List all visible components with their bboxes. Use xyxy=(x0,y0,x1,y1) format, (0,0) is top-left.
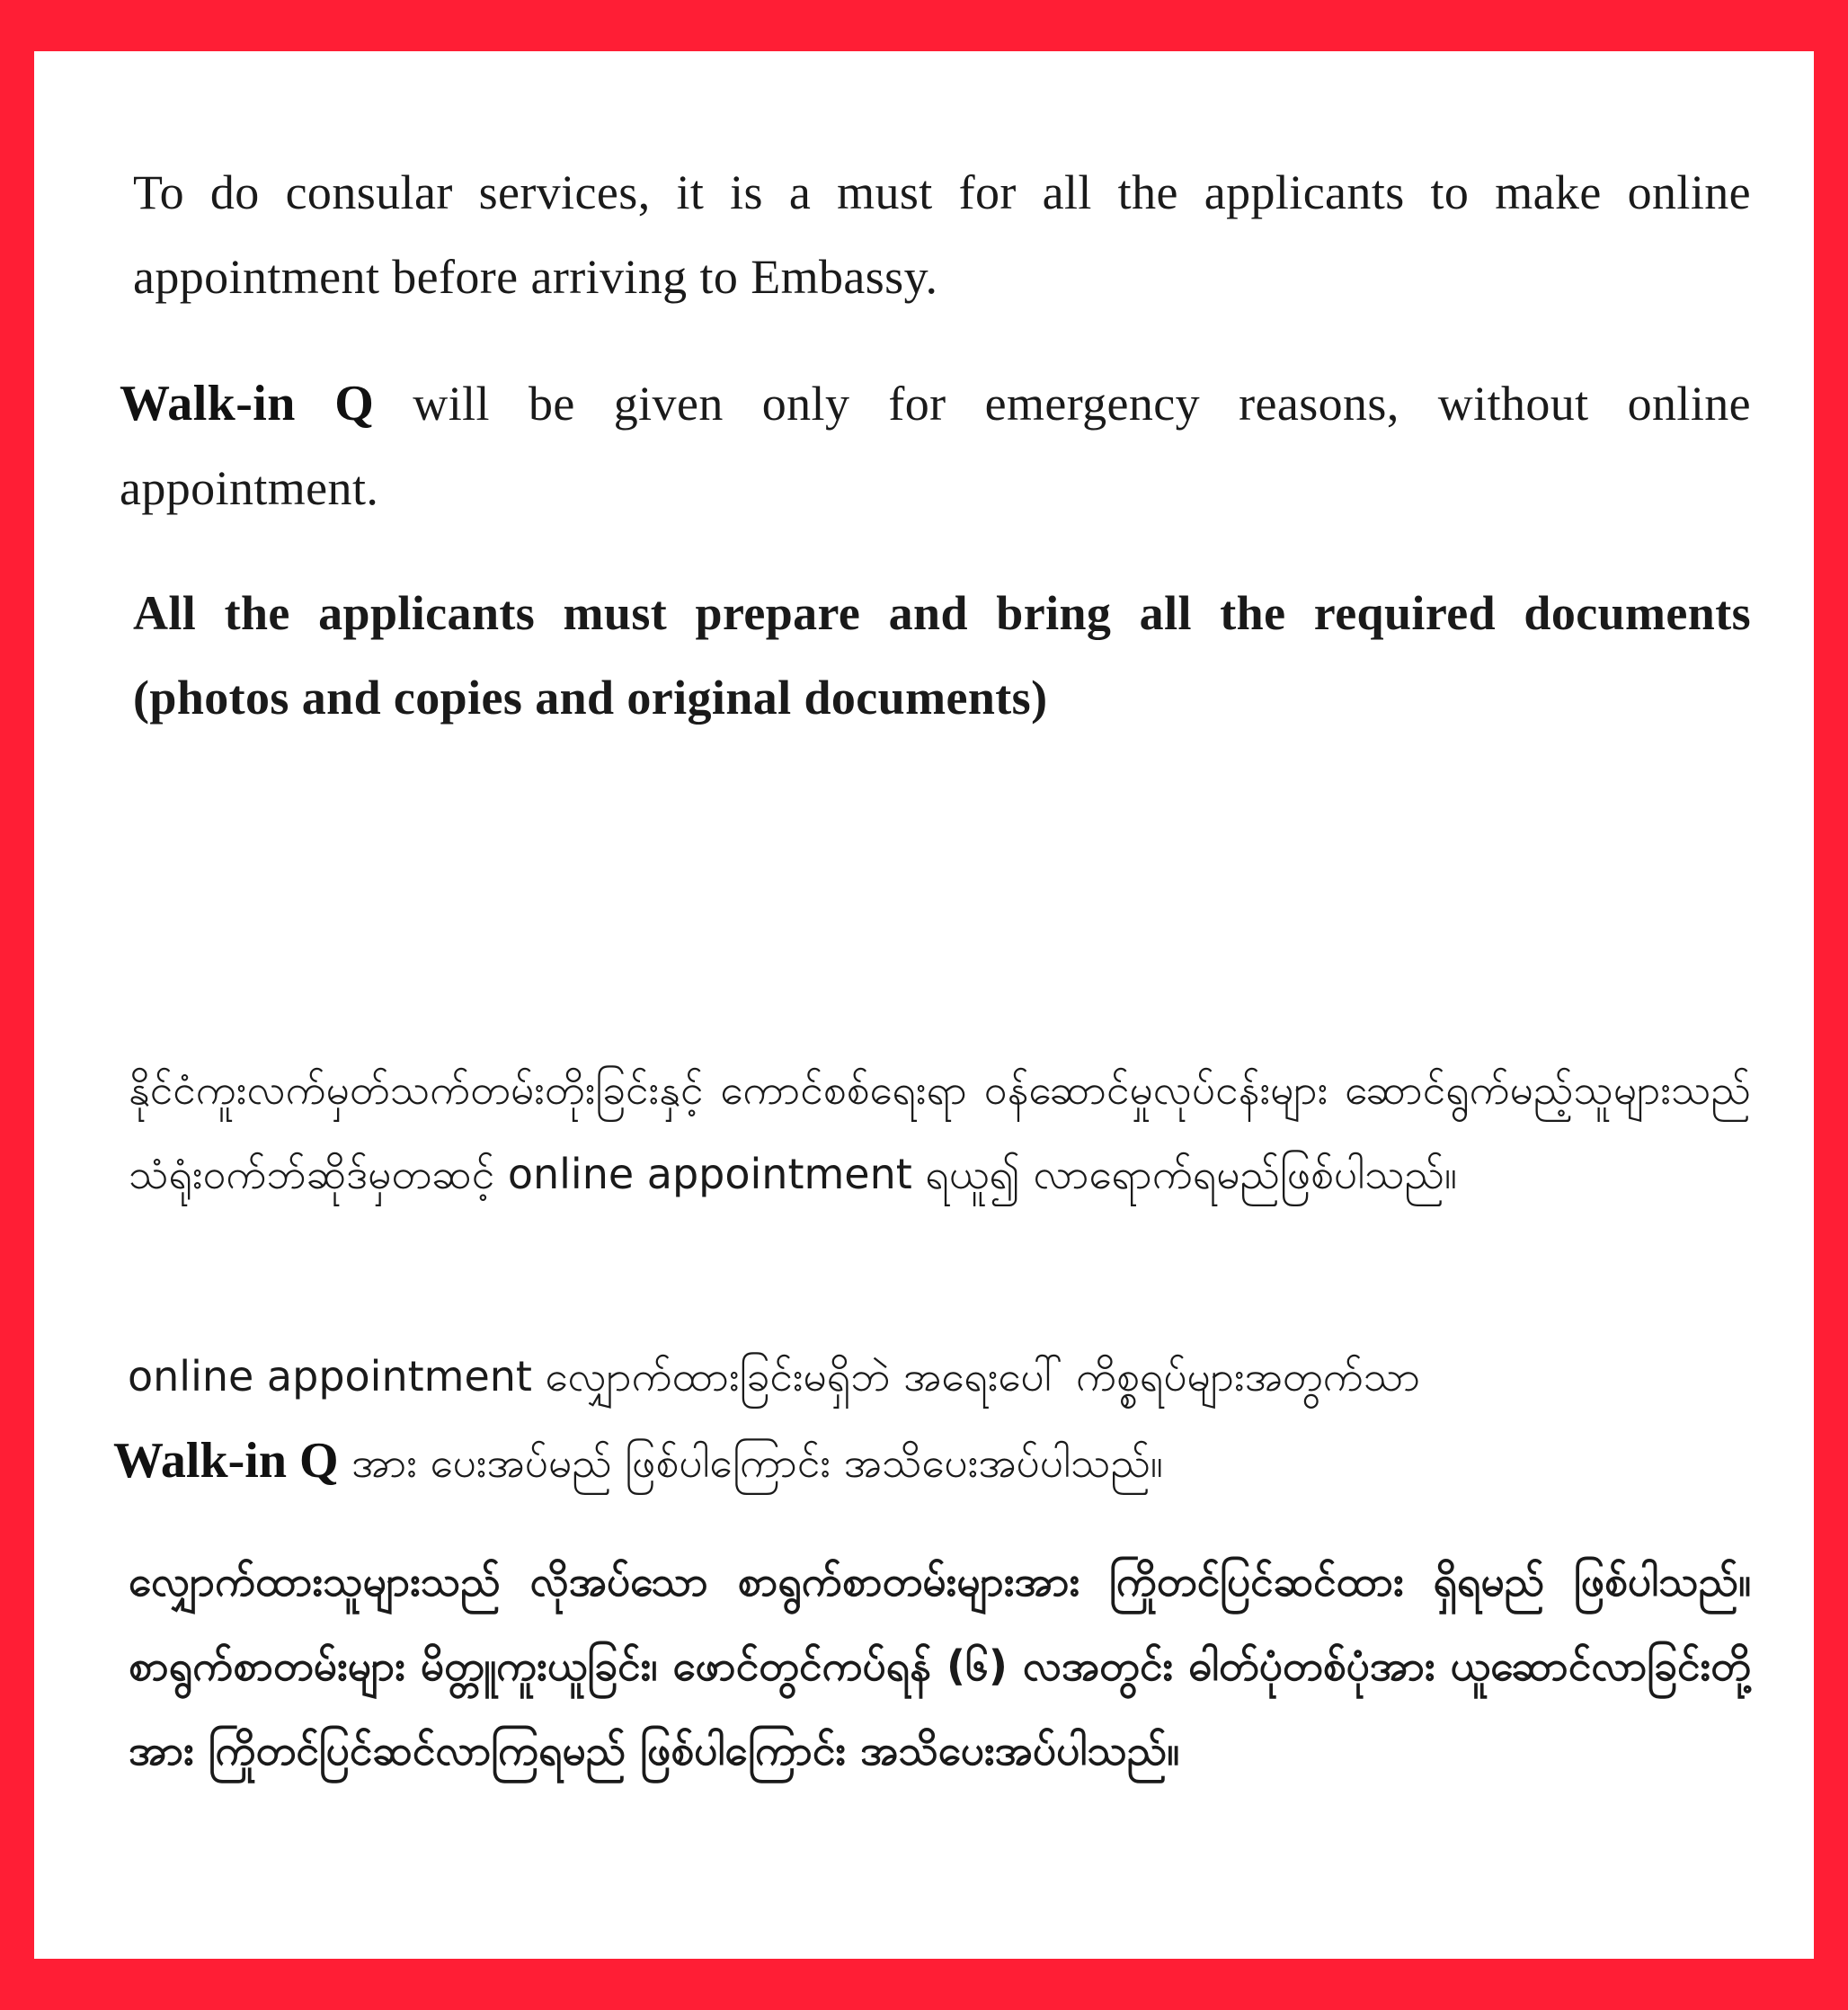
walk-in-text: will be given only for emergency reasons, without online appointment. xyxy=(120,377,1751,515)
myanmar-paragraph-appointment: နိုင်ငံကူးလက်မှတ်သက်တမ်းတိုးခြင်းနှင့် ကောင်စစ်ရေးရာ ဝန်ဆောင်မှုလုပ်ငန်းများ ဆောင်ရွက်မည့်သူများသည် သံရုံးဝက်ဘ်ဆိုဒ်မှတဆင့် online appointment ရယူ၍ လာရောက်ရမည်ဖြစ်ပါသည်။ xyxy=(129,1065,1751,1198)
walk-in-q-label: Walk-in Q xyxy=(120,376,375,431)
myanmar-paragraph-documents: လျှောက်ထားသူများသည် လိုအပ်သော စာရွက်စာတမ်းများအား ကြိုတင်ပြင်ဆင်ထား ရှိရမည် ဖြစ်ပါသည်။ စာရွက်စာတမ်းများ မိတ္တူကူးယူခြင်း၊ ဖောင်တွင်ကပ်ရန် (၆) လအတွင်း ဓါတ်ပုံတစ်ပုံအား ယူဆောင်လာခြင်းတို့အား ကြိုတင်ပြင်ဆင်လာကြရမည် ဖြစ်ပါကြောင်း အသိပေးအပ်ပါသည်။ xyxy=(129,1557,1751,1774)
myanmar-walk-in-intro: online appointment လျှောက်ထားခြင်းမရှိဘဲ အရေးပေါ် ကိစ္စရပ်များအတွက်သာ xyxy=(128,1352,1421,1401)
english-paragraph-appointment: To do consular services, it is a must for all the applicants to make online appointment before arriving to Embassy. xyxy=(133,165,1751,304)
myanmar-walk-in-text: အား ပေးအပ်မည် ဖြစ်ပါကြောင်း အသိပေးအပ်ပါသည်။ xyxy=(338,1438,1163,1487)
myanmar-walk-in-q-label: Walk-in Q xyxy=(113,1433,339,1489)
english-paragraph-documents: All the applicants must prepare and bring all the required documents (photos and copies and original documents) xyxy=(133,586,1751,725)
notice-page xyxy=(34,51,1814,1959)
english-paragraph-walk-in xyxy=(120,361,1751,530)
myanmar-paragraph-walk-in xyxy=(113,1334,1751,1505)
